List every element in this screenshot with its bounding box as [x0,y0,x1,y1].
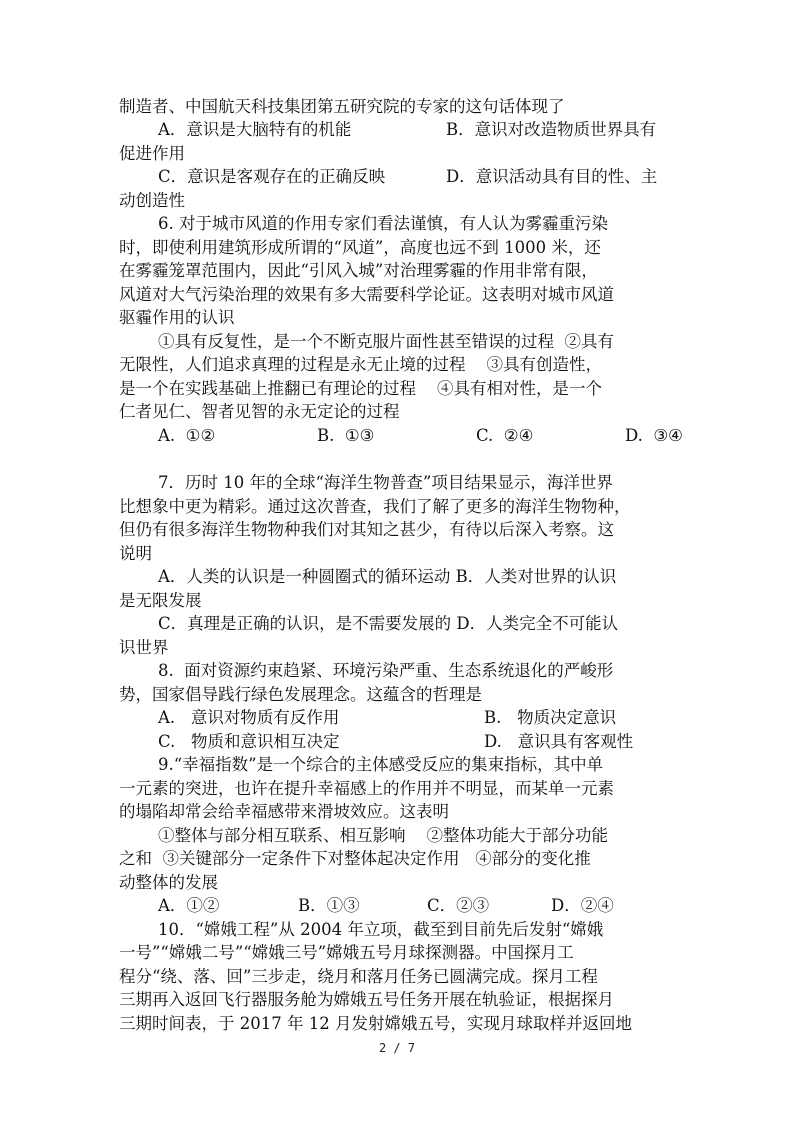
text-line: ①整体与部分相互联系、相互影响 ②整体功能大于部分功能 [158,826,608,845]
q8-option-b: B. 物质决定意识 [484,708,617,727]
q5-option-b: B．意识对改造物质世界具有 [446,120,657,139]
text-line: 一元素的突进，也许在提升幸福感上的作用并不明显，而某单一元素 [119,779,614,798]
text-line: 仁者见仁、智者见智的永无定论的过程 [119,402,400,421]
text-line: 驱霾作用的认识 [119,308,235,327]
q5-option-c: C．意识是客观存在的正确反映 [158,167,386,186]
text-line: 时，即使利用建筑形成所谓的“风道”，高度也远不到 1000 米，还 [119,238,601,257]
text-line: 程分“绕、落、回”三步走，绕月和落月任务已圆满完成。探月工程 [119,967,598,986]
text-line: 是无限发展 [119,591,202,610]
q8-option-a: A. 意识对物质有反作用 [158,708,340,727]
q9-option-b: B．①③ [298,896,360,915]
text-line: 在雾霾笼罩范围内，因此“引风入城”对治理雾霾的作用非常有限， [119,261,598,280]
text-line: 的塌陷却常会给幸福感带来滑坡效应。这表明 [119,802,449,821]
q6-option-d: D. ③④ [625,426,683,445]
q6-option-a: A. ①② [158,426,216,445]
text-line: 之和 ③关键部分一定条件下对整体起决定作用 ④部分的变化推 [119,849,591,868]
page-number: 2 / 7 [378,1041,416,1055]
q5-option-a: A．意识是大脑特有的机能 [158,120,352,139]
question-7-stem: 7．历时 10 年的全球“海洋生物普查”项目结果显示，海洋世界 [158,473,613,492]
text-line: A．人类的认识是一种圆圈式的循环运动 B．人类对世界的认识 [158,567,617,586]
q9-option-d: D．②④ [551,896,614,915]
text-line: 势，国家倡导践行绿色发展理念。这蕴含的哲理是 [119,685,482,704]
text-line: ①具有反复性，是一个不断克服片面性甚至错误的过程 ②具有 [158,332,614,351]
text-line: 是一个在实践基础上推翻已有理论的过程 ④具有相对性，是一个 [119,379,602,398]
text-line: 无限性，人们追求真理的过程是永无止境的过程 ③具有创造性， [119,355,602,374]
q8-option-c: C. 物质和意识相互决定 [158,732,340,751]
text-line: C．真理是正确的认识，是不需要发展的 D．人类完全不可能认 [158,614,619,633]
text-line: 比想象中更为精彩。通过这次普查，我们了解了更多的海洋生物物种， [119,497,631,516]
question-10-stem: 10．“嫦娥工程”从 2004 年立项，截至到目前先后发射“嫦娥 [158,920,604,939]
text-line: 风道对大气污染治理的效果有多大需要科学论证。这表明对城市风道 [119,285,614,304]
q9-option-a: A．①② [158,896,220,915]
text-line: 一号”“嫦娥二号”“嫦娥三号”嫦娥五号月球探测器。中国探月工 [119,943,574,962]
text-line: 制造者、中国航天科技集团第五研究院的专家的这句话体现了 [119,97,565,116]
q8-option-d: D. 意识具有客观性 [484,732,634,751]
question-9-stem: 9.“幸福指数”是一个综合的主体感受反应的集束指标，其中单 [158,755,604,774]
text-line: 识世界 [119,638,169,657]
text-line: 动整体的发展 [119,873,218,892]
text-line: 促进作用 [119,144,185,163]
q9-option-c: C．②③ [427,896,490,915]
question-8-stem: 8. 面对资源约束趋紧、环境污染严重、生态系统退化的严峻形 [158,661,614,680]
q6-option-c: C. ②④ [476,426,534,445]
text-line: 说明 [119,544,152,563]
question-6-stem: 6. 对于城市风道的作用专家们看法谨慎，有人认为雾霾重污染 [158,214,608,233]
text-line: 三期再入返回飞行器服务舱为嫦娥五号任务开展在轨验证，根据探月 [119,990,614,1009]
text-line: 三期时间表，于 2017 年 12 月发射嫦娥五号，实现月球取样并返回地 [119,1014,632,1033]
text-line: 但仍有很多海洋生物物种我们对其知之甚少，有待以后深入考察。这 [119,520,614,539]
q6-option-b: B. ①③ [317,426,375,445]
q5-option-d: D．意识活动具有目的性、主 [446,167,658,186]
text-line: 动创造性 [119,191,185,210]
